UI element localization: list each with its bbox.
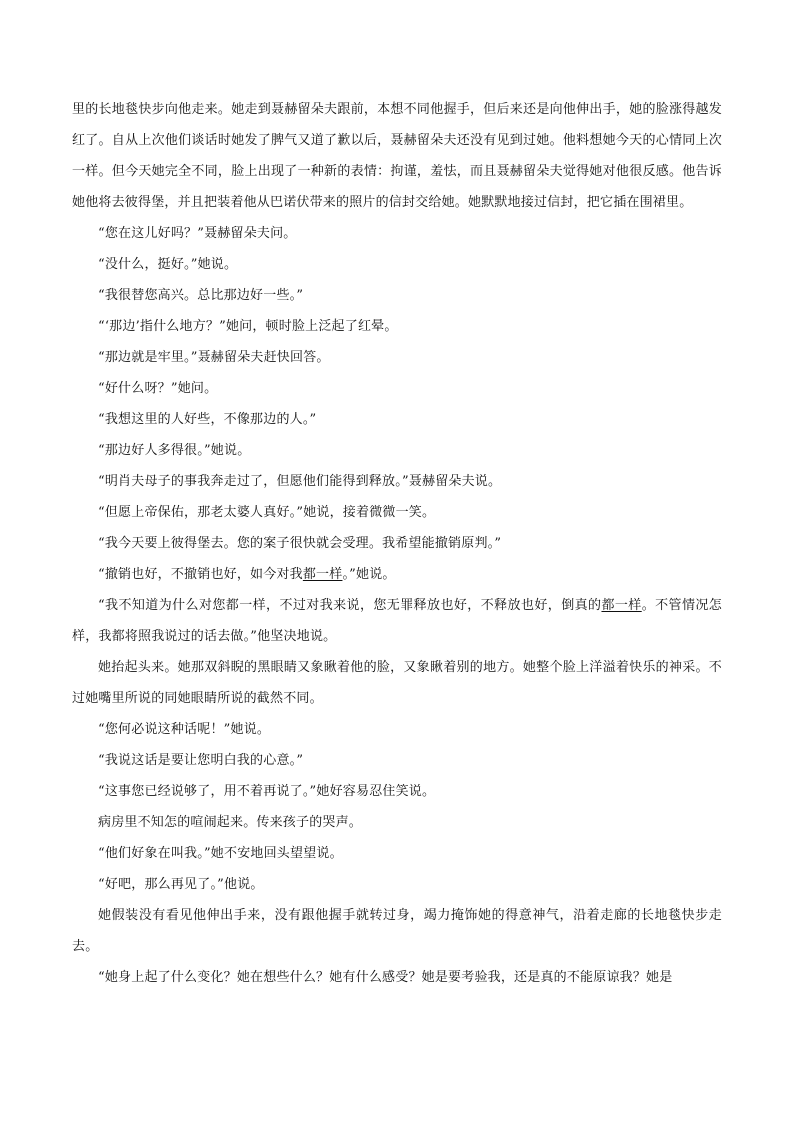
- text-run: “您在这儿好吗？”聂赫留朵夫问。: [98, 226, 297, 241]
- text-run: “撤销也好，不撤销也好，如今对我: [98, 567, 303, 582]
- text-run: “好什么呀？”她问。: [98, 381, 218, 396]
- text-run: “这事您已经说够了，用不着再说了。”她好容易忍住笑说。: [98, 784, 436, 799]
- paragraph: [72, 900, 722, 962]
- text-run: “我很替您高兴。总比那边好一些。”: [98, 288, 304, 303]
- text-run: “我今天要上彼得堡去。您的案子很快就会受理。我希望能撤销原判。”: [98, 536, 502, 551]
- paragraph: [72, 218, 722, 249]
- paragraph: [72, 528, 722, 559]
- text-run: “明肖夫母子的事我奔走过了，但愿他们能得到释放。”聂赫留朵夫说。: [98, 474, 502, 489]
- text-run: “她身上起了什么变化？她在想些什么？她有什么感受？她是要考验我，还是真的不能原谅我？她是: [98, 970, 673, 985]
- paragraph: [72, 714, 722, 745]
- paragraph: [72, 497, 722, 528]
- underlined-phrase: 都一样: [601, 598, 642, 613]
- paragraph: [72, 745, 722, 776]
- paragraph: [72, 590, 722, 652]
- text-run: “他们好象在叫我。”她不安地回头望望说。: [98, 846, 343, 861]
- text-run: “‘那边’指什么地方？”她问，顿时脸上泛起了红晕。: [98, 319, 398, 334]
- paragraph: [72, 807, 722, 838]
- text-run: 她假装没有看见他伸出手来，没有跟他握手就转过身，竭力掩饰她的得意神气，沿着走廊的长地毯快步走去。: [72, 908, 722, 954]
- text-run: “您何必说这种话呢！”她说。: [98, 722, 271, 737]
- text-run: 病房里不知怎的喧闹起来。传来孩子的哭声。: [98, 815, 363, 830]
- paragraph: [72, 962, 722, 993]
- text-run: “但愿上帝保佑，那老太婆人真好。”她说，接着微微一笑。: [98, 505, 436, 520]
- paragraph: [72, 652, 722, 714]
- paragraph: [72, 869, 722, 900]
- document-body: [72, 94, 722, 993]
- paragraph: [72, 94, 722, 218]
- paragraph: [72, 280, 722, 311]
- text-run: “好吧，那么再见了。”他说。: [98, 877, 264, 892]
- text-run: 里的长地毯快步向他走来。她走到聂赫留朵夫跟前，本想不同他握手，但后来还是向他伸出手，她的脸涨得越发红了。自从上次他们谈话时她发了脾气又道了歉以后，聂赫留朵夫还没有见到过她。他料想她今天的心情同上次一样。但今天她完全不同，脸上出现了一种新的表情：拘谨，羞怯，而且聂赫留朵夫觉得她对他很反感。他告诉她他将去彼得堡，并且把装着他从巴诺伏带来的照片的信封交给她。她默默地接过信封，把它插在围裙里。: [72, 102, 722, 210]
- underlined-phrase: 都一样: [302, 567, 343, 582]
- text-run: “我想这里的人好些，不像那边的人。”: [98, 412, 317, 427]
- text-run: “那边好人多得很。”她说。: [98, 443, 251, 458]
- text-run: 她抬起头来。她那双斜睨的黑眼睛又象瞅着他的脸，又象瞅着别的地方。她整个脸上洋溢着快乐的神采。不过她嘴里所说的同她眼睛所说的截然不同。: [72, 660, 722, 706]
- paragraph: [72, 466, 722, 497]
- paragraph: [72, 373, 722, 404]
- paragraph: [72, 559, 722, 590]
- text-run: “那边就是牢里。”聂赫留朵夫赶快回答。: [98, 350, 330, 365]
- text-run: 。不管情况怎样，我都将照我说过的话去做。”他坚决地说。: [72, 598, 722, 644]
- paragraph: [72, 435, 722, 466]
- text-run: “没什么，挺好。”她说。: [98, 257, 238, 272]
- text-run: “我不知道为什么对您都一样，不过对我来说，您无罪释放也好，不释放也好，倒真的: [98, 598, 602, 613]
- paragraph: [72, 776, 722, 807]
- paragraph: [72, 342, 722, 373]
- text-run: “我说这话是要让您明白我的心意。”: [98, 753, 304, 768]
- paragraph: [72, 404, 722, 435]
- paragraph: [72, 311, 722, 342]
- paragraph: [72, 249, 722, 280]
- paragraph: [72, 838, 722, 869]
- text-run: 。”她说。: [342, 567, 396, 582]
